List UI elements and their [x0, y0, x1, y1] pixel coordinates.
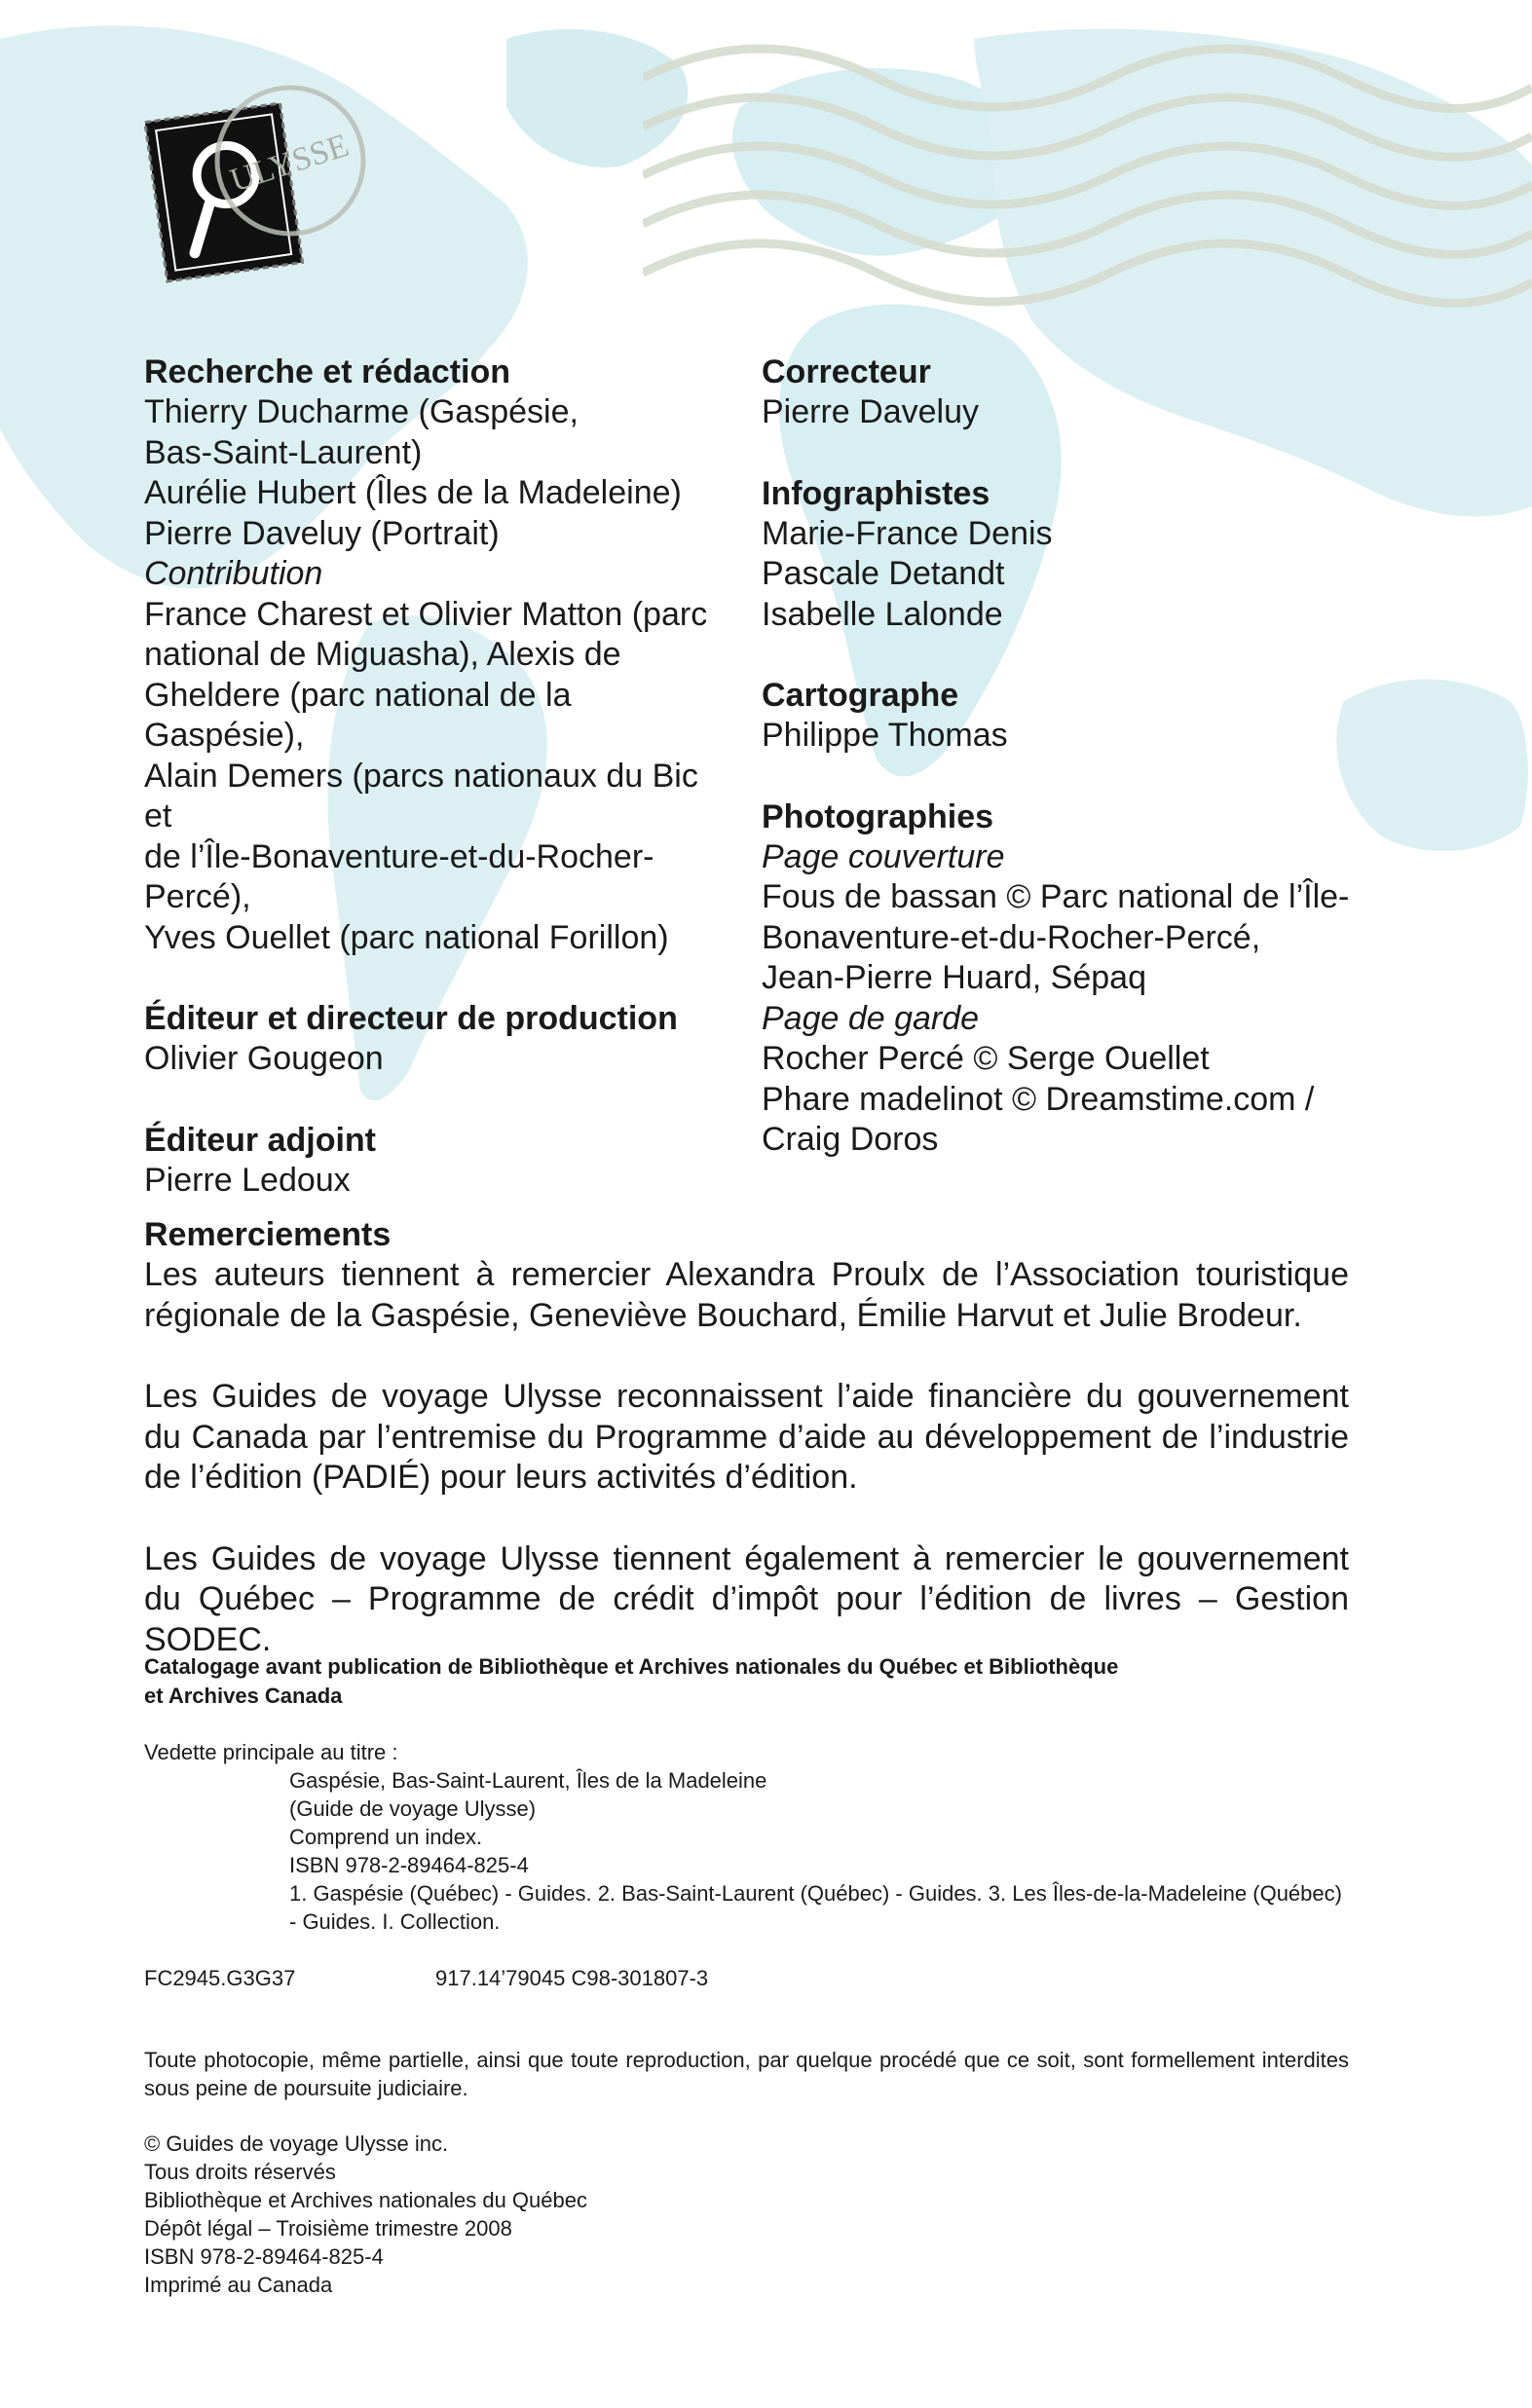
endpaper-label: Page de garde	[762, 999, 980, 1037]
cover-label: Page couverture	[762, 837, 1005, 875]
graphics-name: Marie-France Denis	[762, 514, 1053, 552]
legal-line: Dépôt légal – Troisième trimestre 2008	[144, 2216, 512, 2241]
cartographer-name: Philippe Thomas	[762, 717, 1008, 754]
photos-section	[762, 797, 1385, 1161]
publisher-section	[144, 999, 729, 1080]
catalog-title-line: et Archives Canada	[144, 1684, 343, 1708]
copyright-notice: Toute photocopie, même partielle, ainsi que toute reproduction, par quelque procédé que ce soit, sont formellement interdites sous peine de poursuite judiciaire.	[144, 2048, 1349, 2100]
contribution-label: Contribution	[144, 555, 323, 592]
research-heading: Recherche et rédaction	[144, 353, 511, 390]
legal-line: © Guides de voyage Ulysse inc.	[144, 2131, 449, 2156]
cartographer-section	[762, 676, 1385, 757]
legal-line: Imprimé au Canada	[144, 2273, 333, 2297]
graphics-name: Isabelle Lalonde	[762, 595, 1003, 633]
research-line: Thierry Ducharme (Gaspésie,	[144, 393, 579, 430]
graphics-name: Pascale Detandt	[762, 555, 1005, 592]
catalog-entry-line: 1. Gaspésie (Québec) - Guides. 2. Bas-Saint-Laurent (Québec) - Guides. 3. Les Îles-de-la-Madeleine (Québec)	[289, 1881, 1342, 1906]
contribution-line: Gheldere (parc national de la Gaspésie),	[144, 676, 572, 754]
credits-right-column	[762, 352, 1385, 1202]
legal-line: Bibliothèque et Archives nationales du Québec	[144, 2188, 587, 2212]
contribution-line: Yves Ouellet (parc national Forillon)	[144, 918, 669, 956]
cover-line: Fous de bassan © Parc national de l’Île-	[762, 878, 1350, 915]
catalog-entry-line: - Guides. I. Collection.	[289, 1909, 501, 1934]
research-line: Pierre Daveluy (Portrait)	[144, 514, 500, 552]
assistant-publisher-name: Pierre Ledoux	[144, 1161, 351, 1199]
catalog-entry	[144, 1738, 1362, 1936]
acknowledgements-heading: Remerciements	[144, 1216, 392, 1253]
cover-line: Bonaventure-et-du-Rocher-Percé,	[762, 918, 1261, 956]
assistant-publisher-section	[144, 1121, 729, 1202]
contribution-line: de l’Île-Bonaventure-et-du-Rocher-Percé),	[144, 837, 654, 915]
endpaper-line: Rocher Percé © Serge Ouellet	[762, 1040, 1210, 1077]
acknowledgements-paragraph: Les auteurs tiennent à remercier Alexandra Proulx de l’Association touristique régionale de la Gaspésie, Geneviève Bouchard, Émilie Harvut et Julie Brodeur.	[144, 1256, 1349, 1334]
assistant-publisher-heading: Éditeur adjoint	[144, 1121, 376, 1159]
acknowledgements-paragraph: Les Guides de voyage Ulysse reconnaissent l’aide financière du gouvernement du Canada par l’entremise du Programme d’aide au développement de l’industrie de l’édition (PADIÉ) pour leurs activités d’édition.	[144, 1378, 1349, 1496]
stamp-ulysse-text: ULYSSE	[226, 127, 354, 200]
contribution-line: Alain Demers (parcs nationaux du Bic et	[144, 757, 698, 834]
catalog-title	[144, 1652, 1264, 1711]
research-line: Aurélie Hubert (Îles de la Madeleine)	[144, 474, 682, 511]
classification-lc: FC2945.G3G37	[144, 1966, 296, 1990]
legal-line: ISBN 978-2-89464-825-4	[144, 2244, 384, 2269]
proofreader-section	[762, 352, 1385, 433]
catalog-entry-line: (Guide de voyage Ulysse)	[289, 1797, 537, 1821]
contribution-line: France Charest et Olivier Matton (parc	[144, 595, 708, 633]
legal-info	[144, 2130, 826, 2299]
acknowledgements-paragraph: Les Guides de voyage Ulysse tiennent également à remercier le gouvernement du Québec – Programme de crédit d’impôt pour l’édition de livres – Gestion SODEC.	[144, 1539, 1349, 1658]
publisher-name: Olivier Gougeon	[144, 1040, 384, 1077]
contribution-line: national de Miguasha), Alexis de	[144, 636, 621, 673]
cover-line: Jean-Pierre Huard, Sépaq	[762, 959, 1147, 996]
research-line: Bas-Saint-Laurent)	[144, 433, 423, 471]
graphics-section	[762, 474, 1385, 636]
proofreader-name: Pierre Daveluy	[762, 393, 979, 430]
research-section	[144, 352, 729, 958]
endpaper-line: Craig Doros	[762, 1121, 939, 1158]
legal-line: Tous droits réservés	[144, 2160, 336, 2184]
graphics-heading: Infographistes	[762, 474, 990, 512]
catalog-entry-line: Comprend un index.	[289, 1825, 483, 1849]
proofreader-heading: Correcteur	[762, 353, 931, 390]
credits-left-column	[144, 352, 729, 1241]
catalog-entry-line: Gaspésie, Bas-Saint-Laurent, Îles de la Madeleine	[289, 1768, 767, 1793]
photos-heading: Photographies	[762, 797, 994, 835]
cartographer-heading: Cartographe	[762, 677, 959, 714]
catalog-entry-line: ISBN 978-2-89464-825-4	[289, 1853, 529, 1877]
main-entry-label: Vedette principale au titre :	[144, 1740, 398, 1764]
publisher-heading: Éditeur et directeur de production	[144, 1000, 678, 1037]
endpaper-line: Phare madelinot © Dreamstime.com /	[762, 1080, 1315, 1118]
acknowledgements-section	[144, 1215, 1349, 1701]
classification-dewey: 917.14’79045 C98-301807-3	[435, 1966, 709, 1990]
catalog-title-line: Catalogage avant publication de Bibliothèque et Archives nationales du Québec et Bibliothèque	[144, 1654, 1119, 1679]
